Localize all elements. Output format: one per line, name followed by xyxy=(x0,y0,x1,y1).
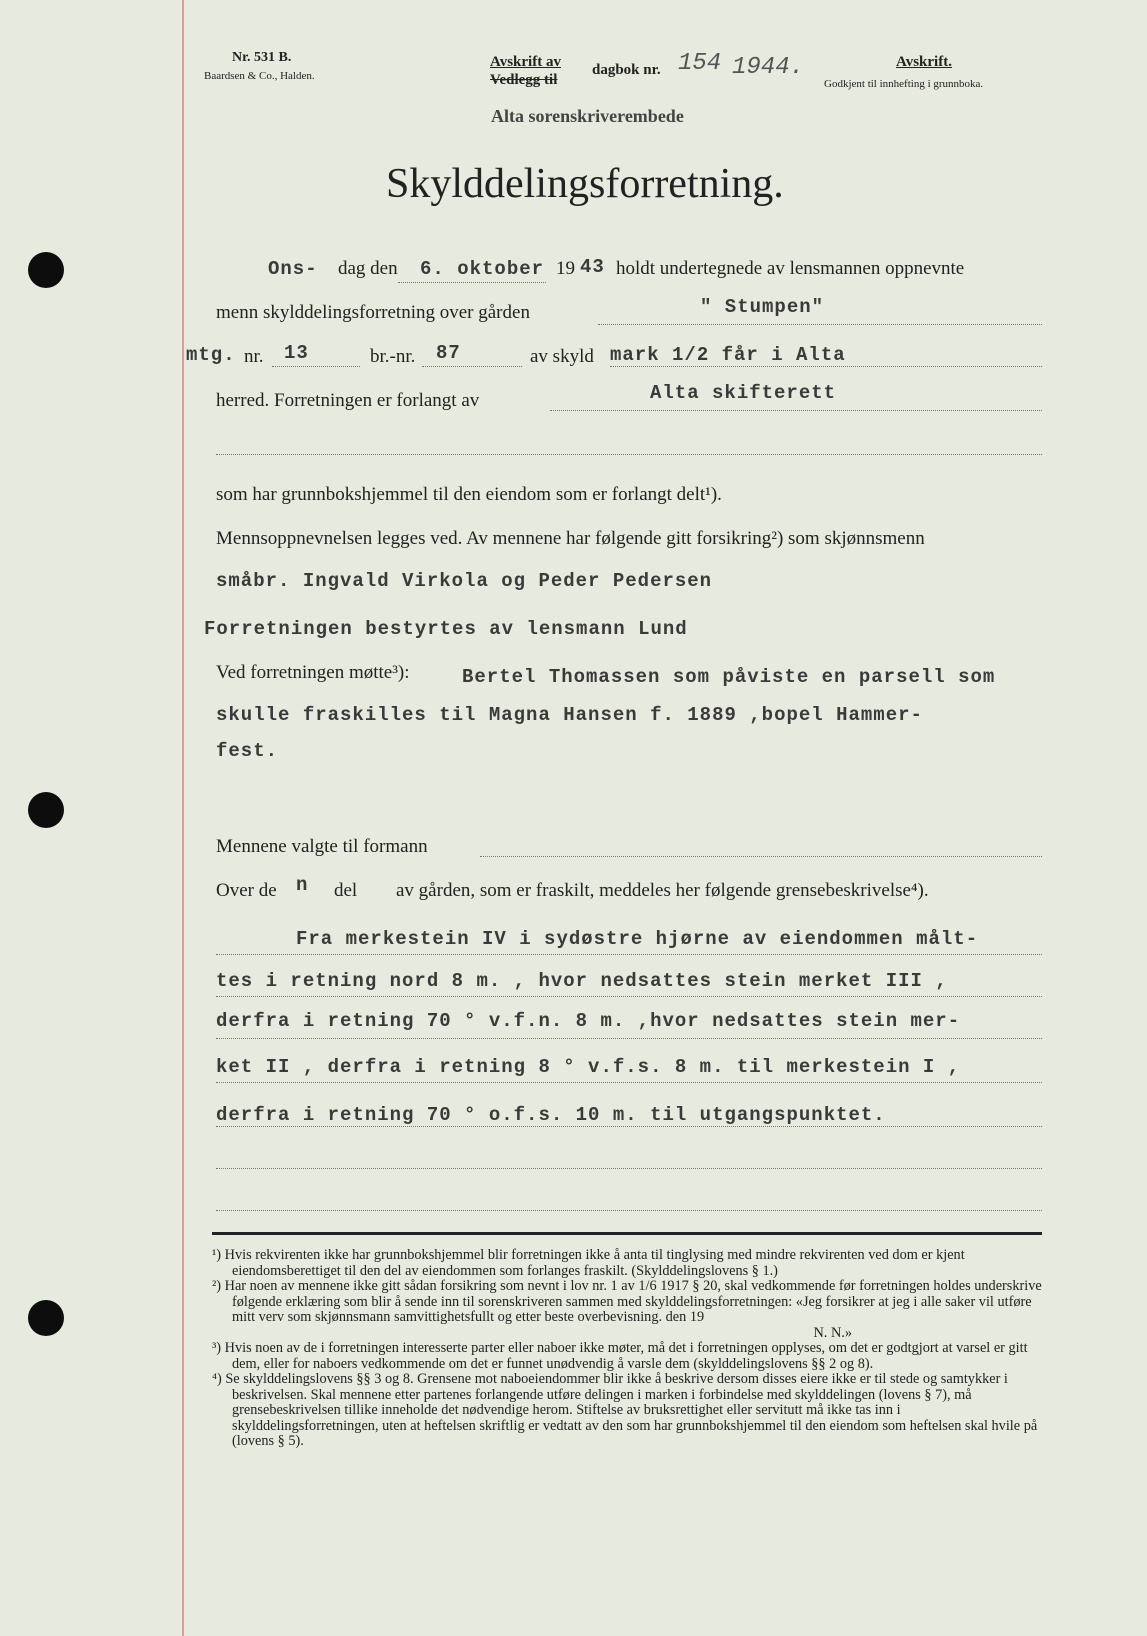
text: del xyxy=(334,880,358,901)
typed-attendees-end: fest. xyxy=(216,740,279,762)
typed-day: Ons- xyxy=(268,258,318,280)
text: Over de xyxy=(216,880,277,901)
text: som har grunnbokshjemmel til den eiendom som er forlangt delt¹). xyxy=(216,484,722,505)
footnote: ²) Har noen av mennene ikke gitt sådan forsikring som nevnt i lov nr. 1 av 1/6 1917 § 20, skal vedkommende før forretningen holdes underskrive følgende erklæring som blir å sende inn til sorenskriveren sammen med skylddelingsforretningen: «Jeg forsikrer at jeg i alle saker vil utføre mitt verv som skjønnsmann samvittighetsfullt og etter beste overbevisning. den 19 xyxy=(212,1278,1042,1325)
typed-requester: Alta skifterett xyxy=(650,382,837,404)
form-number: Nr. 531 B. xyxy=(232,50,292,65)
typed-description: tes i retning nord 8 m. , hvor nedsattes stein merket III , xyxy=(216,970,948,992)
typed-skyld: mark 1/2 får i Alta xyxy=(610,344,846,366)
approved-note: Godkjent til innhefting i grunnboka. xyxy=(824,78,984,90)
text: av gården, som er fraskilt, meddeles her følgende grensebeskrivelse⁴). xyxy=(396,880,929,901)
footnote: ⁴) Se skylddelingslovens §§ 3 og 8. Grensene mot naboeiendommer blir ikke å beskrive dersom disses eiere ikke er til stede og samtykker i beskrivelsen. Skal mennene etter partenes forlangende utføre delingen i marken i forbindelse med skylddelingen (lovens § 7), må grensebeskrivelsen tillike inneholde det nødvendige herom. Stiftelse av bruksrettighet eller servitutt må ikke tas inn i skylddelingsforretningen, uten at heftelsen skriftlig er vedtatt av den som har grunnbokshjemmel til den eiendom som heftelsen skal hvile på (lovens § 5). xyxy=(212,1371,1038,1449)
typed-description: Fra merkestein IV i sydøstre hjørne av eiendommen målt- xyxy=(296,928,979,950)
publisher: Baardsen & Co., Halden. xyxy=(204,70,315,82)
diary-number: 154 xyxy=(678,50,722,77)
typed-date: 6. oktober xyxy=(420,258,545,280)
footnote: ¹) Hvis rekvirenten ikke har grunnbokshjemmel blir forretningen ikke å anta til tinglysing med mindre rekvirenten ved dom er kjent eiendomsberettiget til den del av eiendommen som forlanges fraskilt. (Skylddelingslovens § 1.) xyxy=(212,1247,965,1279)
typed-prefix: mtg. xyxy=(186,344,236,366)
copy-label: Avskrift. xyxy=(896,54,952,70)
typed-description: derfra i retning 70 ° o.f.s. 10 m. til utgangspunktet. xyxy=(216,1104,886,1126)
typed-farm: " Stumpen" xyxy=(700,296,825,318)
text: av skyld xyxy=(530,346,594,367)
margin-line xyxy=(182,0,184,1636)
office-stamp: Alta sorenskriverembede xyxy=(491,106,684,126)
attachment-label: Vedlegg til xyxy=(490,72,558,88)
typed-year: 43 xyxy=(580,256,605,278)
punch-hole xyxy=(28,1300,64,1336)
copy-of-label: Avskrift av xyxy=(490,54,561,70)
text: herred. Forretningen er forlangt av xyxy=(216,390,480,411)
footnote: ³) Hvis noen av de i forretningen interesserte parter eller naboer ikke møter, må det i forretningen opplyses, om det er godtgjort at varsel er gitt dem, eller for naboers vedkommende om det er funnet unødvendig å varsle dem (skylddelingslovens §§ 2 og 8). xyxy=(212,1340,1028,1372)
footnotes xyxy=(212,1248,1042,1450)
diary-label: dagbok nr. xyxy=(592,62,661,78)
punch-hole xyxy=(28,792,64,828)
typed-officiant: Forretningen bestyrtes av lensmann Lund xyxy=(204,618,688,640)
text: dag den xyxy=(338,258,398,279)
text: Ved forretningen møtte³): xyxy=(216,662,410,683)
text: br.-nr. xyxy=(370,346,416,367)
typed-attendees-cont: skulle fraskilles til Magna Hansen f. 1889 ,bopel Hammer- xyxy=(216,704,923,726)
typed-attendees: Bertel Thomassen som påviste en parsell som xyxy=(462,666,996,688)
typed-gnr: 13 xyxy=(284,342,309,364)
typed-bnr: 87 xyxy=(436,342,461,364)
typed-appraisers: småbr. Ingvald Virkola og Peder Pedersen xyxy=(216,570,713,592)
text: holdt undertegnede av lensmannen oppnevnte xyxy=(616,258,965,279)
text: Mennsoppnevnelsen legges ved. Av mennene har følgende gitt forsikring²) som skjønnsmenn xyxy=(216,528,925,549)
punch-hole xyxy=(28,252,64,288)
footnote-signature: N. N.» xyxy=(813,1324,852,1341)
text: nr. xyxy=(244,346,264,367)
divider xyxy=(212,1232,1042,1235)
page-title: Skylddelingsforretning. xyxy=(386,161,784,207)
text: Mennene valgte til formann xyxy=(216,836,428,857)
typed-description: ket II , derfra i retning 8 ° v.f.s. 8 m. til merkestein I , xyxy=(216,1056,961,1078)
typed-description: derfra i retning 70 ° v.f.n. 8 m. ,hvor nedsattes stein mer- xyxy=(216,1010,961,1032)
text: 19 xyxy=(556,258,575,279)
text: menn skylddelingsforretning over gården xyxy=(216,302,530,323)
typed-n: n xyxy=(296,874,309,896)
diary-year: 1944. xyxy=(732,54,805,81)
